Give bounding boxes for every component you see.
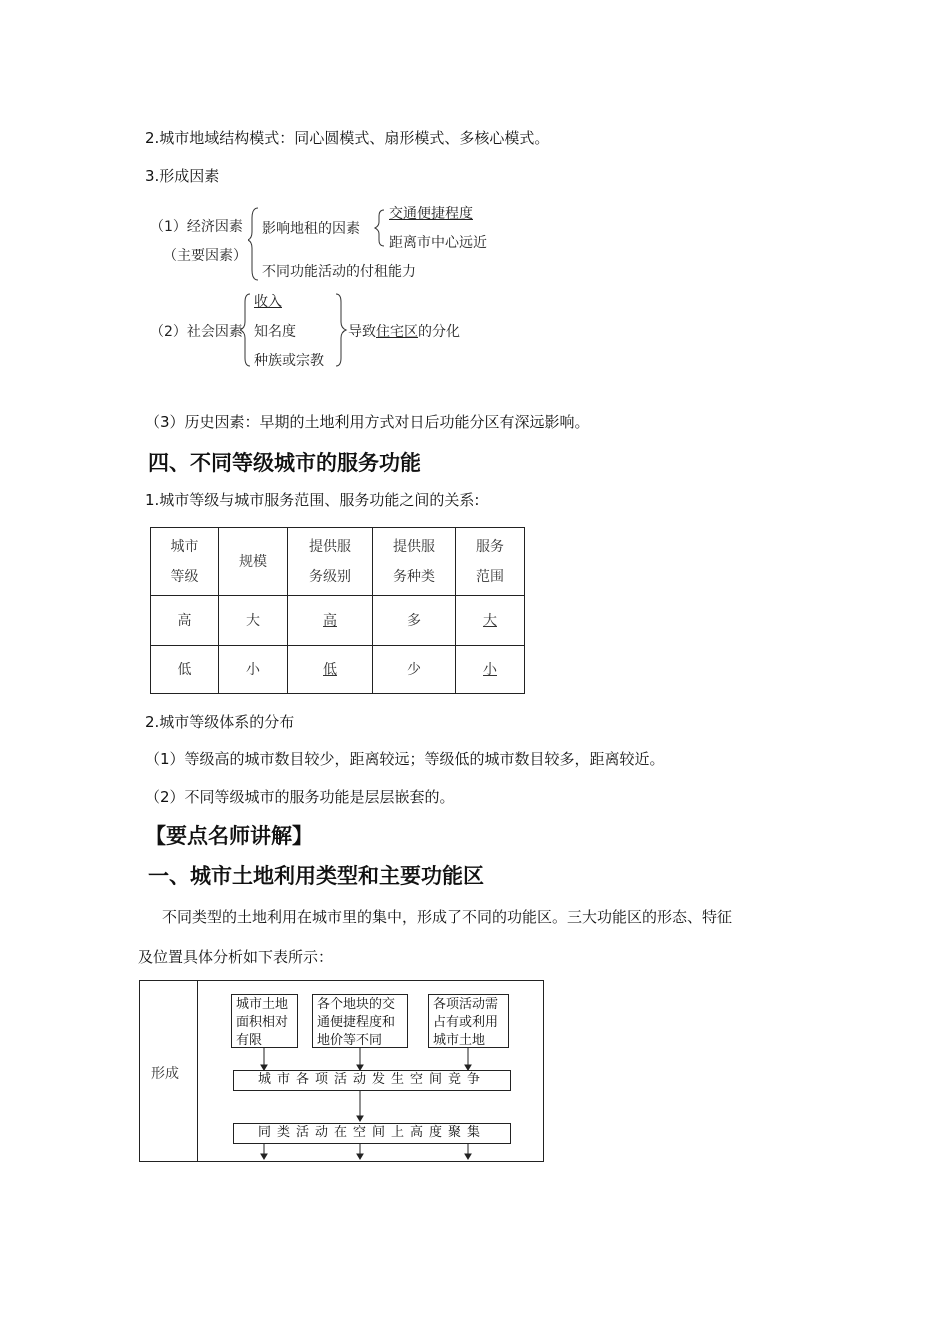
section-1-heading: 一、城市土地利用类型和主要功能区 xyxy=(148,864,484,888)
social-result-pre: 导致 xyxy=(348,324,376,340)
rent-paying-ability: 不同功能活动的付租能力 xyxy=(262,264,416,280)
social-result xyxy=(348,321,460,341)
intro-paragraph-line2: 及位置具体分析如下表所示： xyxy=(138,948,334,966)
table-cell: 小 xyxy=(219,646,288,694)
section-4-heading: 四、不同等级城市的服务功能 xyxy=(148,451,421,475)
economic-factor-sub: （主要因素） xyxy=(163,248,247,264)
clustering-bar: 同类活动在空间上高度聚集 xyxy=(233,1123,511,1144)
table-cell: 高 xyxy=(288,596,373,646)
social-result-post: 的分化 xyxy=(418,324,460,340)
table-cell: 少 xyxy=(373,646,456,694)
table-cell: 低 xyxy=(288,646,373,694)
formation-label: 形成 xyxy=(151,1066,179,1082)
section-2-text: 2.城市地域结构模式：同心圆模式、扇形模式、多核心模式。 xyxy=(145,129,550,147)
table-header-cell: 提供服 务级别 xyxy=(288,528,373,596)
rent-factor-transport: 交通便捷程度 xyxy=(389,206,473,222)
economic-factor-label: （1）经济因素 xyxy=(150,219,243,235)
table-header-cell: 规模 xyxy=(219,528,288,596)
intro-paragraph-line1: 不同类型的土地利用在城市里的集中，形成了不同的功能区。三大功能区的形态、特征 xyxy=(162,908,733,926)
social-factor-label: （2）社会因素 xyxy=(150,324,243,340)
cause-box-land: 城市土地 面积相对 有限 xyxy=(231,994,298,1048)
cause-box-activities: 各项活动需 占有或利用 城市土地 xyxy=(428,994,509,1048)
rent-factor-distance: 距离市中心远近 xyxy=(389,235,487,251)
historical-factor-text: （3）历史因素：早期的土地利用方式对日后功能分区有深远影响。 xyxy=(145,413,590,431)
section-4-2-1-text: （1）等级高的城市数目较少，距离较远；等级低的城市数目较多，距离较近。 xyxy=(145,750,665,768)
rent-factor: 影响地租的因素 xyxy=(262,221,360,237)
section-3-heading: 3.形成因素 xyxy=(145,167,220,185)
social-fame: 知名度 xyxy=(254,324,296,340)
table-header-cell: 城市 等级 xyxy=(151,528,219,596)
competition-bar: 城市各项活动发生空间竞争 xyxy=(233,1070,511,1091)
table-cell: 小 xyxy=(456,646,525,694)
section-4-1-text: 1.城市等级与城市服务范围、服务功能之间的关系: xyxy=(145,491,480,509)
city-level-table xyxy=(150,527,525,694)
table-cell: 高 xyxy=(151,596,219,646)
table-cell: 低 xyxy=(151,646,219,694)
table-cell: 大 xyxy=(456,596,525,646)
formation-table xyxy=(139,980,544,1162)
table-row xyxy=(151,596,525,646)
section-4-2-heading: 2.城市等级体系的分布 xyxy=(145,713,295,731)
cause-box-access: 各个地块的交 通便捷程度和 地价等不同 xyxy=(312,994,408,1048)
table-cell: 大 xyxy=(219,596,288,646)
table-cell: 多 xyxy=(373,596,456,646)
table-row xyxy=(151,646,525,694)
section-4-2-2-text: （2）不同等级城市的服务功能是层层嵌套的。 xyxy=(145,788,455,806)
social-income: 收入 xyxy=(254,294,282,310)
table-header-cell: 提供服 务种类 xyxy=(373,528,456,596)
social-result-residential: 住宅区 xyxy=(376,324,418,340)
table-header-row xyxy=(151,528,525,596)
key-points-heading: 【要点名师讲解】 xyxy=(145,824,313,848)
table-header-cell: 服务 范围 xyxy=(456,528,525,596)
social-race-religion: 种族或宗教 xyxy=(254,353,324,369)
